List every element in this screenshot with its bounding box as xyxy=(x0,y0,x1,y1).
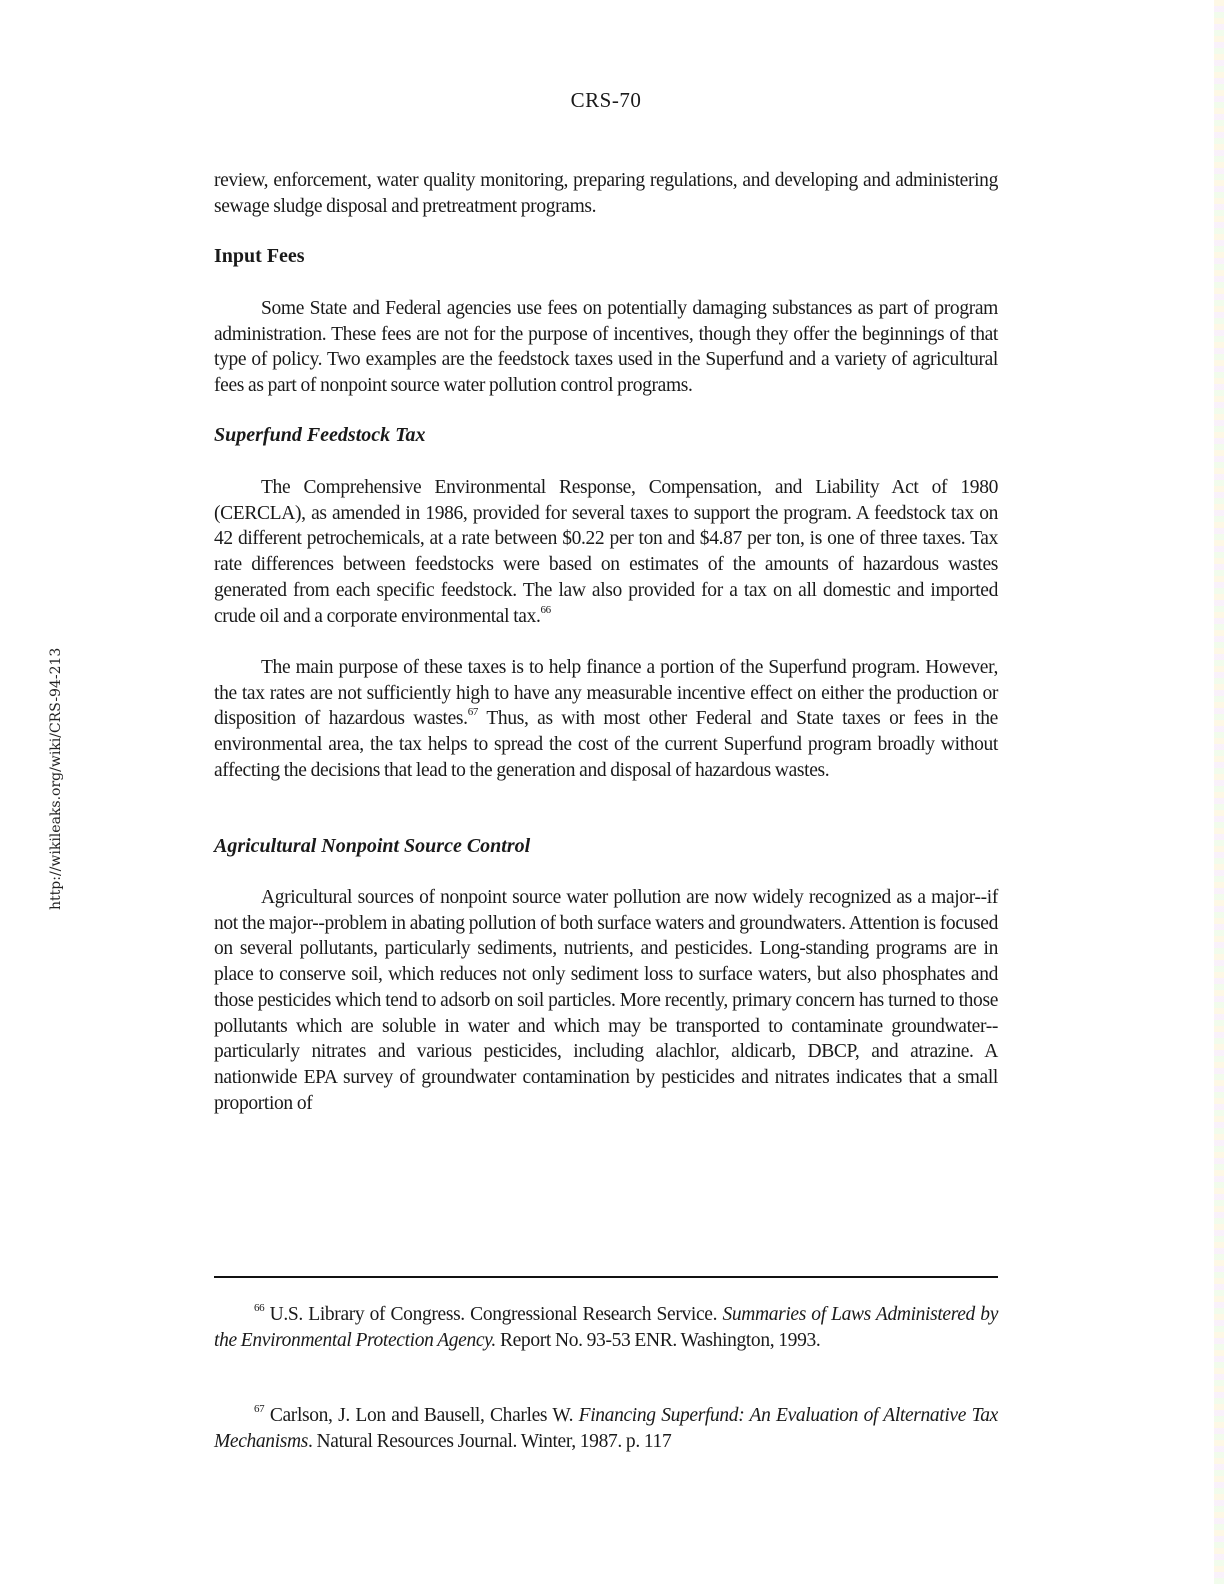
footnote-ref-66[interactable]: 66 xyxy=(540,603,551,616)
footnote-66 xyxy=(214,1302,998,1353)
footnote-number: 67 xyxy=(254,1403,265,1415)
footnote-ref-67[interactable]: 67 xyxy=(467,706,479,719)
footnote xyxy=(214,1403,998,1454)
paragraph-text: The main purpose of these taxes is to help finance a portion of the Superfund program. However, the tax rates are not sufficiently high to have any measurable incentive effect on either the production or disposition of hazardous wastes. xyxy=(214,657,998,730)
section-heading-superfund-feedstock-tax: Superfund Feedstock Tax xyxy=(214,424,426,446)
footnote-separator xyxy=(214,1276,998,1278)
section-superfund-feedstock-tax xyxy=(214,424,998,447)
paragraph: Some State and Federal agencies use fees on potentially damaging substances as part of program administration. These fees are not for the purpose of incentives, though they offer the beginnings of that type of policy. Two examples are the feedstock taxes used in the Superfund and a variety of agricultural fees as part of nonpoint source water pollution control programs. xyxy=(214,298,998,397)
continuation-paragraph: review, enforcement, water quality monitoring, preparing regulations, and developing and administering sewage sludge disposal and pretreatment programs. xyxy=(214,170,998,217)
section-heading-agricultural-nonpoint-source-control: Agricultural Nonpoint Source Control xyxy=(214,835,531,857)
footnote-title: Financing Superfund: An Evaluation of Alternative Tax Mechanisms xyxy=(214,1405,998,1452)
paragraph-text-cont: Thus, as with most other Federal and State taxes or fees in the environmental area, the tax helps to spread the cost of the current Superfund program broadly without affecting the decisions that lead to the generation and disposal of hazardous wastes. xyxy=(214,708,998,781)
footnote-text: . Natural Resources Journal. Winter, 1987. p. 117 xyxy=(307,1430,672,1452)
paragraph: Agricultural sources of nonpoint source water pollution are now widely recognized as a major--if not the major--problem in abating pollution of both surface waters and groundwaters. Attention is focused on several pollutants, particularly sediments, nutrients, and pesticides. Long-standing programs are in place to conserve soil, which reduces not only sediment loss to surface waters, but also phosphates and those pesticides which tend to adsorb on soil particles. More recently, primary concern has turned to those pollutants which are soluble in water and which may be transported to contaminate groundwater--particularly nitrates and various pesticides, including alachlor, aldicarb, DBCP, and atrazine. A nationwide EPA survey of groundwater contamination by pesticides and nitrates indicates that a small proportion of xyxy=(214,887,998,1114)
superfund-body-1 xyxy=(214,475,998,629)
footnote-text: U.S. Library of Congress. Congressional Research Service. xyxy=(264,1304,723,1325)
paragraph xyxy=(214,475,998,629)
footnote-67 xyxy=(214,1403,998,1454)
paragraph xyxy=(214,655,998,784)
agricultural-body xyxy=(214,885,998,1116)
section-agricultural-nonpoint xyxy=(214,835,998,858)
continuation-paragraph-block xyxy=(214,168,998,219)
side-watermark-url: http://wikileaks.org/wiki/CRS-94-213 xyxy=(48,647,64,910)
paragraph-text: The Comprehensive Environmental Response, Compensation, and Liability Act of 1980 (CERCLA), as amended in 1986, provided for several taxes to support the program. A feedstock tax on 42 different petrochemicals, at a rate between $0.22 per ton and $4.87 per ton, is one of three taxes. Tax rate differences between feedstocks were based on estimates of the amounts of hazardous wastes generated from each specific feedstock. The law also provided for a tax on all domestic and imported crude oil and a corporate environmental tax. xyxy=(214,477,998,627)
section-heading-input-fees: Input Fees xyxy=(214,245,305,267)
superfund-body-2 xyxy=(214,655,998,784)
footnote-title: Summaries of Laws Administered by the Environmental Protection Agency. xyxy=(214,1304,998,1351)
page-number-header: CRS-70 xyxy=(570,88,642,112)
scan-edge-artifact xyxy=(1214,0,1224,1584)
footnote-text: Report No. 93-53 ENR. Washington, 1993. xyxy=(495,1329,821,1351)
input-fees-body xyxy=(214,296,998,399)
section-input-fees xyxy=(214,245,998,268)
footnote xyxy=(214,1302,998,1353)
footnote-text: Carlson, J. Lon and Bausell, Charles W. xyxy=(264,1405,579,1426)
footnote-number: 66 xyxy=(254,1302,265,1314)
